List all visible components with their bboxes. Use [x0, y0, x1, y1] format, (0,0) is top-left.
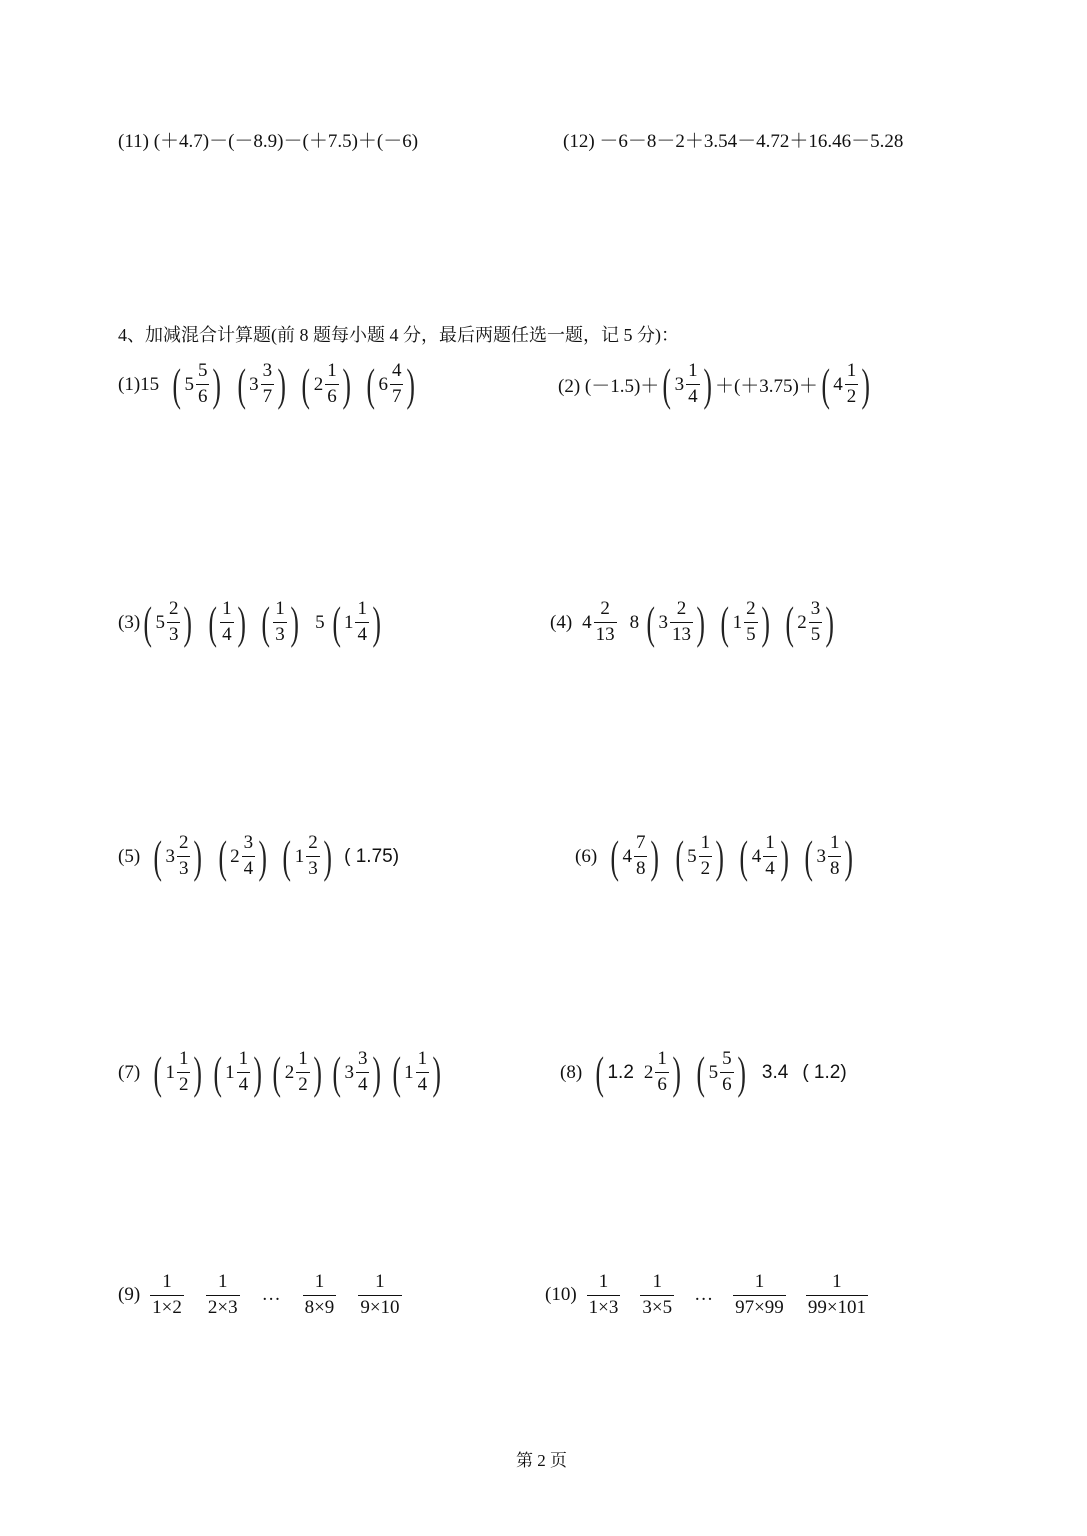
fraction: $\frac{1}{99\times 101}$ — [807, 1271, 867, 1318]
problem-3 — [118, 596, 393, 649]
paren-term: ( 4 $\frac{1}{4}$ ) — [739, 831, 789, 882]
term-value: 8 — [629, 611, 640, 633]
term-value: ( 1.75) — [344, 845, 400, 867]
fraction: $\frac{1}{1\times 2}$ — [152, 1271, 182, 1318]
section-title: 4、加减混合计算题(前 8 题每小题 4 分，最后两题任选一题，记 5 分)： — [118, 325, 679, 345]
fraction: $\frac{1}{9\times 10}$ — [360, 1271, 400, 1318]
paren-term: ( $\frac{1}{3}$ ) — [261, 597, 299, 648]
fraction: $\frac{1}{8\times 9}$ — [304, 1271, 335, 1318]
fraction: $\frac{1}{2\times 3}$ — [207, 1271, 238, 1318]
problem-label: (9) — [118, 1284, 141, 1306]
problem-8 — [560, 1046, 847, 1099]
paren-term: ( 1 $\frac{2}{3}$ ) — [282, 831, 332, 882]
paren-term: ( 1 $\frac{1}{4}$ ) — [332, 597, 381, 648]
paren-term: ( 3 $\frac{3}{4}$ ) — [332, 1047, 382, 1098]
term-value: 4 — [582, 611, 592, 633]
fraction: $\frac{1}{1\times 3}$ — [588, 1271, 619, 1318]
term-value: 3.4 — [761, 1061, 789, 1083]
problem-5 — [118, 830, 399, 883]
problem-label: (2) (－1.5)＋ — [558, 376, 660, 397]
problem-label: (5) — [118, 845, 141, 867]
problem-label: (3) — [118, 611, 141, 633]
problem-11: (11) (＋4.7)－(－8.9)－(＋7.5)＋(－6) — [118, 131, 419, 152]
problem-label: (7) — [118, 1061, 141, 1083]
paren-term: ( 5 $\frac{1}{2}$ ) — [675, 831, 725, 882]
paren-term: ( 5 $\frac{2}{3}$ ) — [143, 597, 193, 648]
fraction: $\frac{1}{3\times 5}$ — [642, 1271, 673, 1318]
paren-term: ( 3 $\frac{2}{13}$ ) — [646, 597, 705, 648]
problem-7 — [118, 1046, 444, 1099]
paren-term: ( 1 $\frac{1}{4}$ ) — [213, 1047, 263, 1098]
fraction: $\frac{2}{13}$ — [595, 598, 615, 645]
paren-term: ( 1 $\frac{2}{5}$ ) — [720, 597, 770, 648]
problem-label: (6) — [575, 845, 598, 867]
paren-term: ( 4 $\frac{7}{8}$ ) — [610, 831, 660, 882]
problem-label: (4) — [550, 611, 573, 633]
paren-term: ( 4 $\frac{1}{2}$ ) — [821, 359, 871, 410]
paren-term: ( 1.2 2 $\frac{1}{6}$ ) — [595, 1047, 681, 1098]
problem-12: (12) －6－8－2＋3.54－4.72＋16.46－5.28 — [563, 131, 904, 152]
problem-label: (1)15 — [118, 373, 160, 395]
paren-term: ( 3 $\frac{3}{7}$ ) — [237, 359, 287, 410]
term-value: ( 1.2) — [802, 1061, 847, 1083]
paren-term: ( 6 $\frac{4}{7}$ ) — [366, 359, 416, 410]
paren-term: ( 2 $\frac{3}{4}$ ) — [218, 831, 268, 882]
problem-4 — [550, 596, 847, 649]
problem-2 — [558, 358, 874, 411]
problem-1 — [118, 358, 428, 411]
paren-term: ( 3 $\frac{1}{4}$ ) — [662, 359, 712, 410]
paren-term: ( $\frac{1}{4}$ ) — [208, 597, 246, 648]
ellipsis: … — [261, 1284, 281, 1306]
paren-term: ( 3 $\frac{1}{8}$ ) — [804, 831, 854, 882]
problem-9 — [118, 1272, 402, 1319]
paren-term: ( 5 $\frac{5}{6}$ ) — [172, 359, 222, 410]
operator-text: ＋(＋3.75)＋ — [714, 376, 818, 397]
paren-term: ( 2 $\frac{3}{5}$ ) — [785, 597, 835, 648]
problem-label: (10) — [545, 1284, 577, 1306]
problem-10 — [545, 1272, 868, 1319]
paren-term: ( 1 $\frac{1}{2}$ ) — [153, 1047, 203, 1098]
fraction: $\frac{1}{97\times 99}$ — [735, 1271, 784, 1318]
term-value: 5 — [315, 611, 325, 633]
problem-label: (8) — [560, 1061, 583, 1083]
paren-term: ( 5 $\frac{5}{6}$ ) — [696, 1047, 746, 1098]
problem-6 — [575, 830, 866, 883]
paren-term: ( 1 $\frac{1}{4}$ ) — [392, 1047, 441, 1098]
paren-term: ( 2 $\frac{1}{6}$ ) — [301, 359, 351, 410]
paren-term: ( 2 $\frac{1}{2}$ ) — [272, 1047, 322, 1098]
paren-term: ( 3 $\frac{2}{3}$ ) — [153, 831, 203, 882]
page-number: 第 2 页 — [516, 1451, 567, 1470]
ellipsis: … — [694, 1284, 714, 1306]
